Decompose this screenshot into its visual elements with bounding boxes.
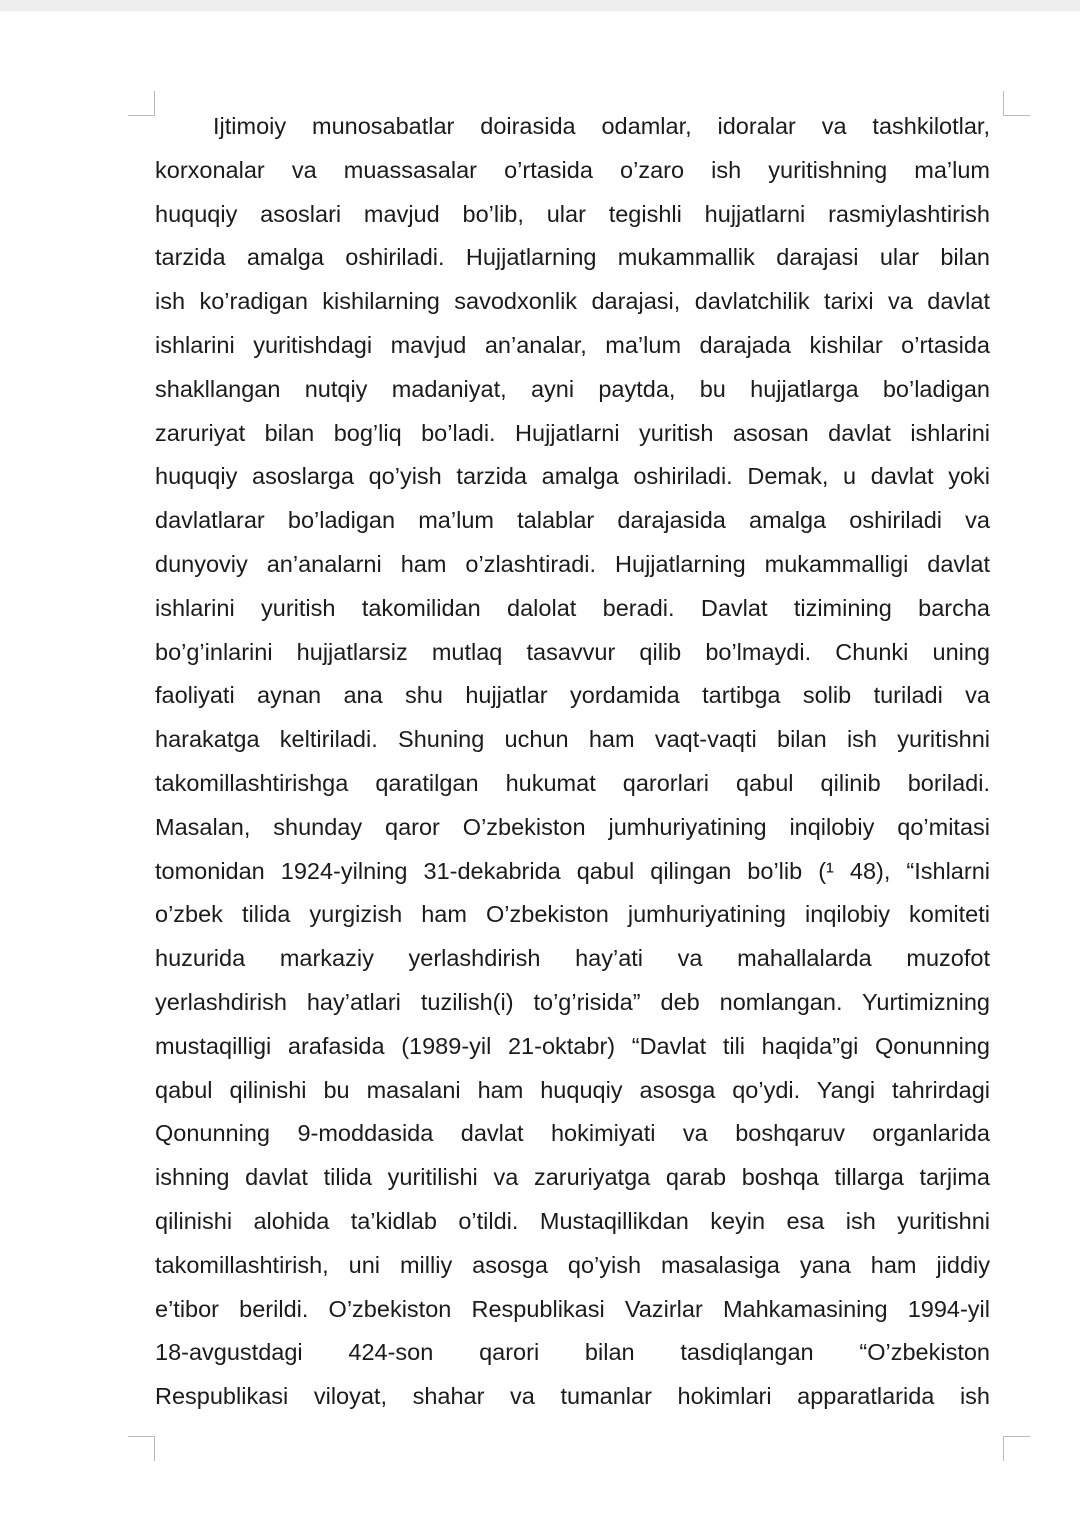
- text-line: takomillashtirishga qaratilgan hukumat qarorlari qabul qilinib boriladi.: [155, 769, 990, 796]
- text-line: qilinishi alohida ta’kidlab o’tildi. Mustaqillikdan keyin esa ish yuritishni: [155, 1207, 990, 1234]
- margin-corner-bottom-right: [1003, 1436, 1030, 1461]
- text-line: Respublikasi viloyat, shahar va tumanlar hokimlari apparatlarida ish: [155, 1383, 990, 1410]
- text-line: ishlarini yuritish takomilidan dalolat beradi. Davlat tizimining barcha: [155, 594, 990, 621]
- text-line: huquqiy asoslari mavjud bo’lib, ular tegishli hujjatlarni rasmiylashtirish: [155, 200, 990, 227]
- text-line: korxonalar va muassasalar o’rtasida o’zaro ish yuritishning ma’lum: [155, 156, 990, 183]
- text-line: Ijtimoiy munosabatlar doirasida odamlar, idoralar va tashkilotlar,: [213, 113, 990, 139]
- text-line: huzurida markaziy yerlashdirish hay’ati va mahallalarda muzofot: [155, 945, 990, 972]
- margin-corner-top-left: [128, 91, 155, 116]
- text-line: Masalan, shunday qaror O’zbekiston jumhuriyatining inqilobiy qo’mitasi: [155, 813, 990, 840]
- text-line: bo’g’inlarini hujjatlarsiz mutlaq tasavvur qilib bo’lmaydi. Chunki uning: [155, 638, 990, 665]
- text-line: zaruriyat bilan bog’liq bo’ladi. Hujjatlarni yuritish asosan davlat ishlarini: [155, 419, 990, 446]
- text-line: e’tibor berildi. O’zbekiston Respublikasi Vazirlar Mahkamasining 1994-yil: [155, 1295, 990, 1322]
- text-line: ishning davlat tilida yuritilishi va zaruriyatga qarab boshqa tillarga tarjima: [155, 1164, 990, 1191]
- text-line: yerlashdirish hay’atlari tuzilish(i) to’g’risida” deb nomlangan. Yurtimizning: [155, 988, 990, 1015]
- text-line: huquqiy asoslarga qo’yish tarzida amalga oshiriladi. Demak, u davlat yoki: [155, 463, 990, 490]
- text-line: 18-avgustdagi 424-son qarori bilan tasdiqlangan “O’zbekiston: [155, 1339, 990, 1366]
- text-line: faoliyati aynan ana shu hujjatlar yordamida tartibga solib turiladi va: [155, 682, 990, 709]
- text-line: ish ko’radigan kishilarning savodxonlik darajasi, davlatchilik tarixi va davlat: [155, 288, 990, 315]
- text-line: ishlarini yuritishdagi mavjud an’analar, ma’lum darajada kishilar o’rtasida: [155, 331, 990, 358]
- text-line: o’zbek tilida yurgizish ham O’zbekiston jumhuriyatining inqilobiy komiteti: [155, 901, 990, 928]
- text-line: takomillashtirish, uni milliy asosga qo’yish masalasiga yana ham jiddiy: [155, 1251, 990, 1278]
- text-line: mustaqilligi arafasida (1989-yil 21-oktabr) “Davlat tili haqida”gi Qonunning: [155, 1032, 990, 1059]
- top-strip: [0, 0, 1080, 11]
- text-line: davlatlarar bo’ladigan ma’lum talablar darajasida amalga oshiriladi va: [155, 507, 990, 534]
- text-line: qabul qilinishi bu masalani ham huquqiy asosga qo’ydi. Yangi tahrirdagi: [155, 1076, 990, 1103]
- text-line: shakllangan nutqiy madaniyat, ayni paytda, bu hujjatlarga bo’ladigan: [155, 375, 990, 402]
- text-line: tomonidan 1924-yilning 31-dekabrida qabul qilingan bo’lib (¹ 48), “Ishlarni: [155, 857, 990, 884]
- text-line: tarzida amalga oshiriladi. Hujjatlarning mukammallik darajasi ular bilan: [155, 244, 990, 271]
- text-line: Qonunning 9-moddasida davlat hokimiyati va boshqaruv organlarida: [155, 1120, 990, 1147]
- text-line: dunyoviy an’analarni ham o’zlashtiradi. Hujjatlarning mukammalligi davlat: [155, 550, 990, 577]
- body-paragraph: [155, 105, 990, 1419]
- text-line: harakatga keltiriladi. Shuning uchun ham vaqt-vaqti bilan ish yuritishni: [155, 726, 990, 753]
- margin-corner-bottom-left: [128, 1436, 155, 1461]
- margin-corner-top-right: [1003, 91, 1030, 116]
